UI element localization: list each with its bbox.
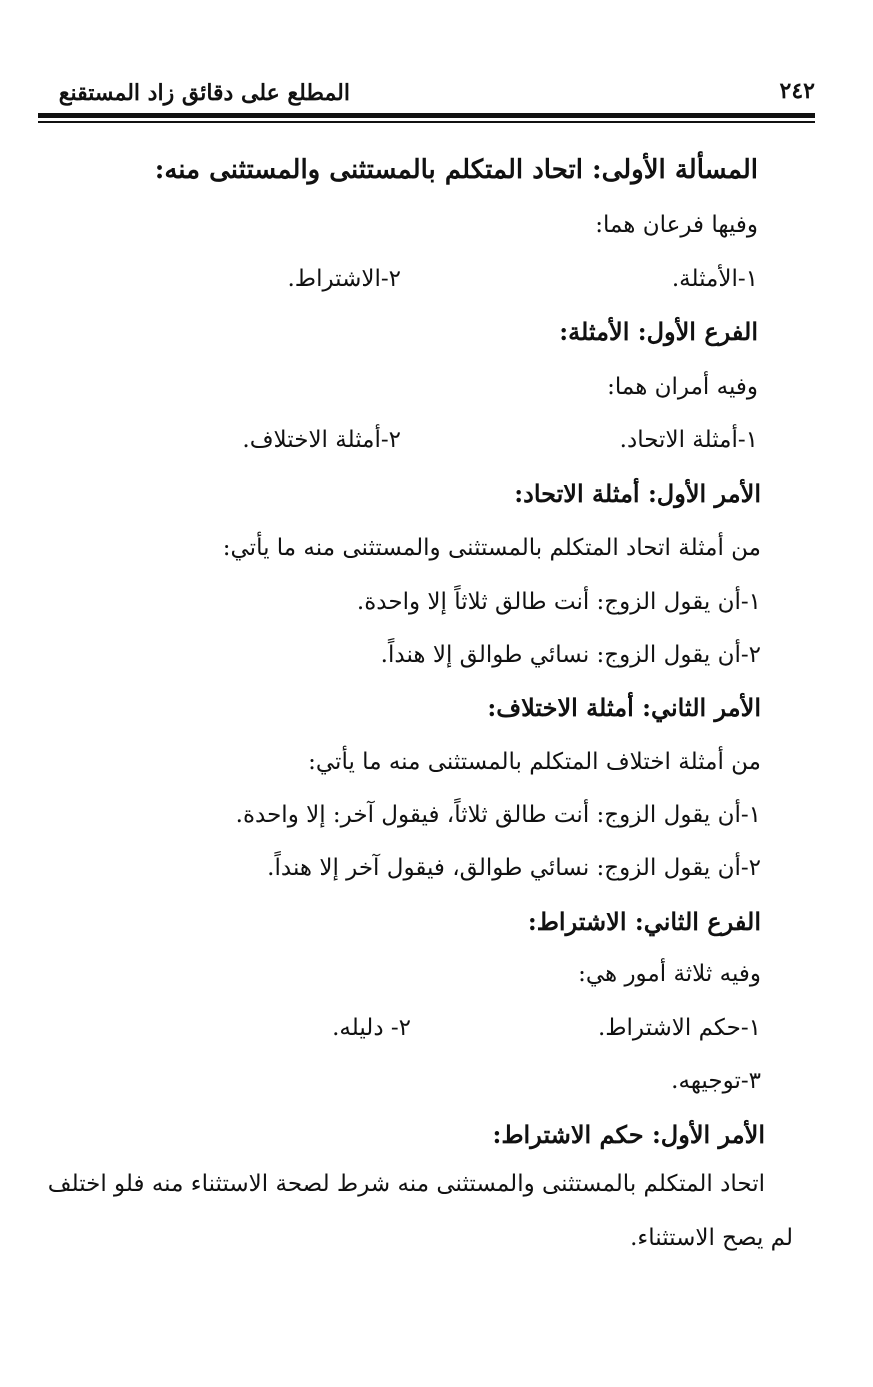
- branch1-heading: الفرع الأول: الأمثلة:: [559, 317, 758, 346]
- ruling-heading: الأمر الأول: حكم الاشتراط:: [492, 1120, 765, 1149]
- page-number: ٢٤٢: [779, 78, 815, 104]
- branch2-heading: الفرع الثاني: الاشتراط:: [527, 907, 761, 936]
- branch2-item-3: ٣-توجيهه.: [671, 1068, 761, 1094]
- ruling-line-1: اتحاد المتكلم بالمستثنى والمستثنى منه شرط لصحة الاستثناء منه فلو اختلف: [47, 1171, 765, 1197]
- issue-branch-1: ١-الأمثلة.: [671, 266, 758, 292]
- branch1-intro: وفيه أمران هما:: [607, 374, 758, 400]
- issue-heading: المسألة الأولى: اتحاد المتكلم بالمستثنى والمستثنى منه:: [154, 155, 758, 185]
- page-header: [38, 78, 815, 108]
- branch1-item-2: ٢-أمثلة الاختلاف.: [242, 427, 401, 453]
- header-rule-thick: [38, 113, 815, 118]
- matter1-example-1: ١-أن يقول الزوج: أنت طالق ثلاثاً إلا واحدة.: [356, 589, 761, 615]
- matter2-intro: من أمثلة اختلاف المتكلم بالمستثنى منه ما يأتي:: [308, 749, 761, 775]
- matter2-example-2: ٢-أن يقول الزوج: نسائي طوالق، فيقول آخر إلا هنداً.: [267, 855, 761, 881]
- issue-branch-2: ٢-الاشتراط.: [287, 266, 401, 292]
- branch2-item-1: ١-حكم الاشتراط.: [597, 1015, 761, 1041]
- running-title: المطلع على دقائق زاد المستقنع: [58, 80, 350, 106]
- branch2-item-2: ٢- دليله.: [332, 1015, 411, 1041]
- header-rule-thin: [38, 121, 815, 123]
- matter1-example-2: ٢-أن يقول الزوج: نسائي طوالق إلا هنداً.: [380, 642, 761, 668]
- matter1-intro: من أمثلة اتحاد المتكلم بالمستثنى والمستثنى منه ما يأتي:: [222, 535, 761, 561]
- branch1-item-1: ١-أمثلة الاتحاد.: [619, 427, 758, 453]
- branch2-intro: وفيه ثلاثة أمور هي:: [578, 961, 761, 987]
- matter2-heading: الأمر الثاني: أمثلة الاختلاف:: [487, 693, 761, 722]
- issue-intro: وفيها فرعان هما:: [595, 212, 758, 238]
- ruling-line-2: لم يصح الاستثناء.: [630, 1225, 793, 1251]
- matter1-heading: الأمر الأول: أمثلة الاتحاد:: [514, 479, 761, 508]
- matter2-example-1: ١-أن يقول الزوج: أنت طالق ثلاثاً، فيقول آخر: إلا واحدة.: [235, 802, 761, 828]
